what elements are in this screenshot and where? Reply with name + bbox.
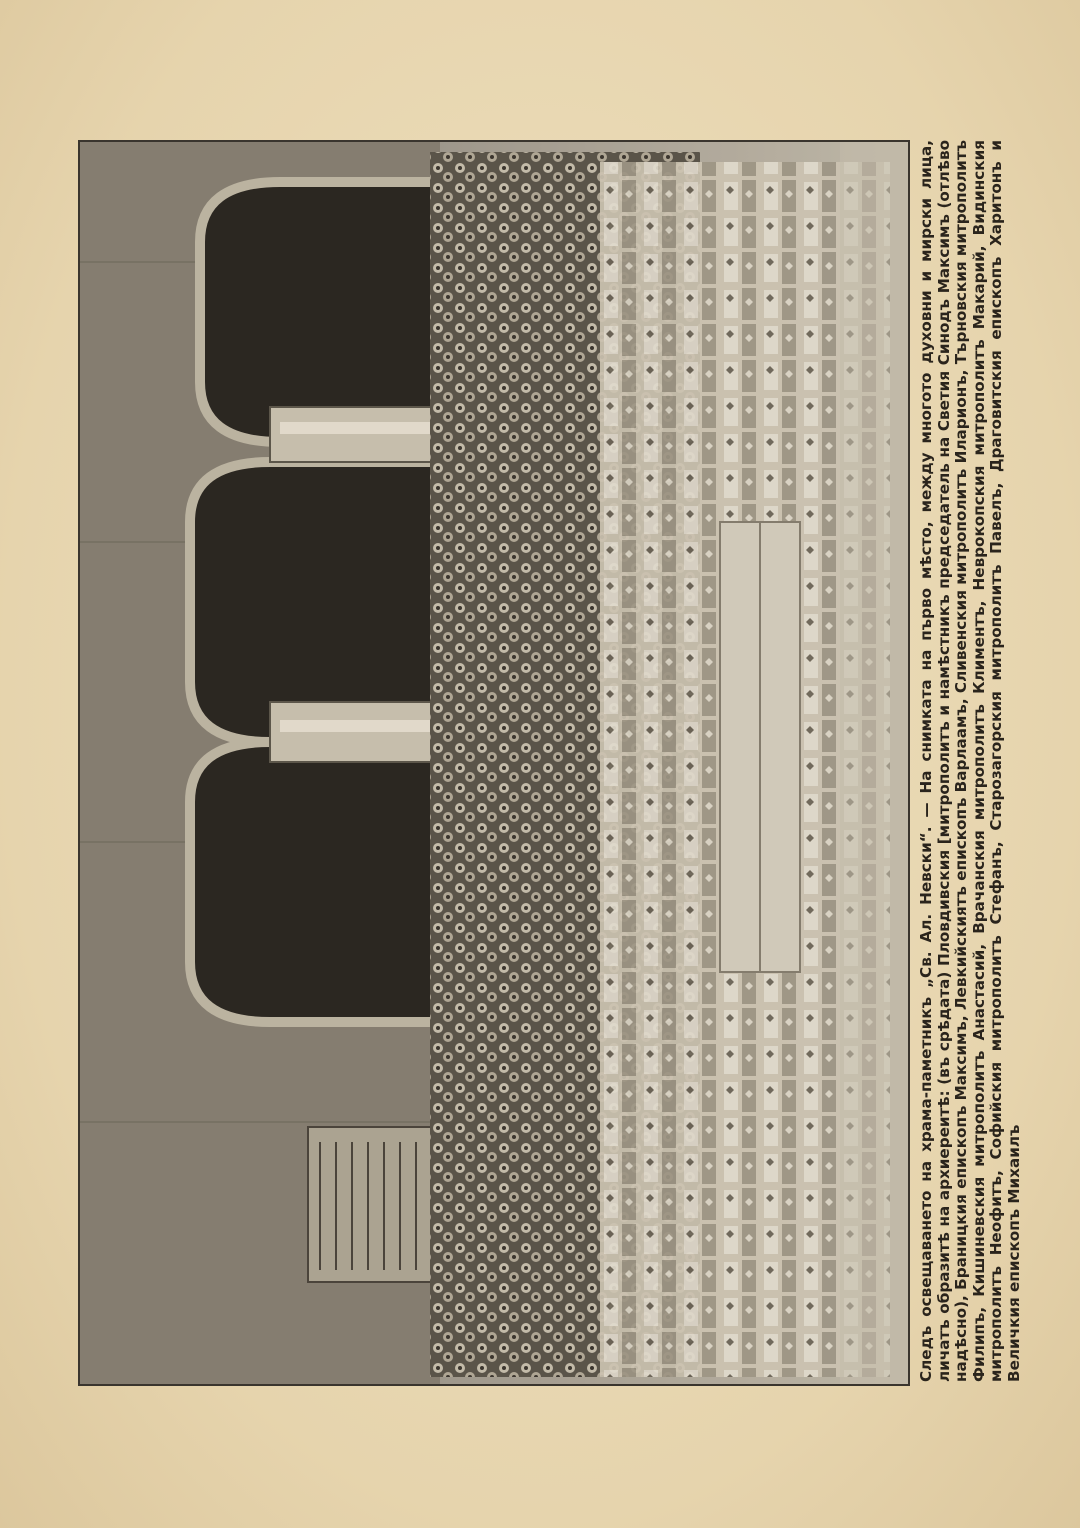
photograph-image — [80, 142, 908, 1384]
caption-text: Следъ освещаването на храма-паметникъ „Св. Ал. Невски“. — На снимката на първо мѣсто, между многото духовни и мирски лица, личатъ образитѣ на архиереитѣ: (въ срѣдата) Пловдивския [митрополитъ и намѣстникъ председатель на Светия Синодъ Максимъ (отлѣво надѣсно), Браницкия епископъ Максимъ, Левкийскиятъ епископъ Варлаамъ, Сливенския митрополитъ Иларионъ, Търновския митрополитъ Филипъ, Кишиневския митрополитъ Анастасий, Врачанския митрополитъ Климентъ, Неврокопския митрополитъ Макарий, Видинския митрополитъ Неофитъ, Софийския митрополитъ Стефанъ, Старозагорския митрополитъ Павелъ, Драговитския епископъ Харитонъ и Величкия епископъ Михаилъ — [917, 140, 1023, 1382]
caption-container — [918, 140, 1058, 1382]
photo-caption — [918, 140, 1058, 1382]
ceremony-photograph — [78, 140, 910, 1386]
